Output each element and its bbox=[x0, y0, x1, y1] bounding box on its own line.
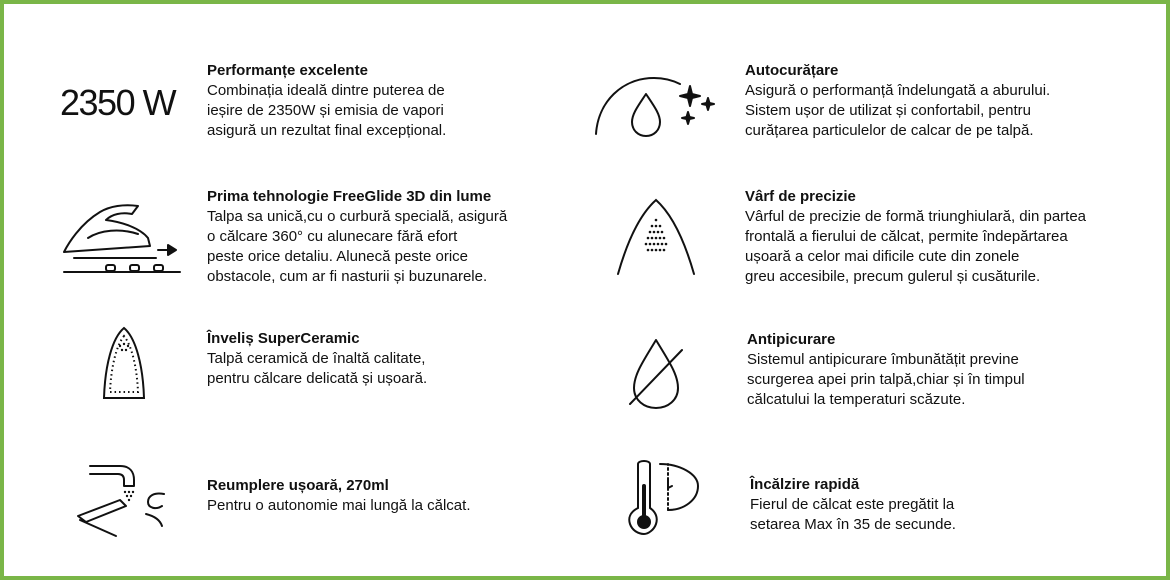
wattage-text: 2350 W bbox=[60, 82, 176, 123]
soleplate-icon bbox=[100, 324, 148, 411]
feature-title: Reumplere ușoară, 270ml bbox=[207, 477, 389, 494]
feature-selfclean bbox=[745, 61, 1050, 141]
water-tap-icon bbox=[76, 460, 172, 545]
feature-description: Asigură o performanță îndelungată a aburului. Sistem ușor de utilizat și confortabil, pentru curățarea particulelor de calcar de pe talpă. bbox=[745, 82, 1051, 139]
anti-drip-icon bbox=[626, 334, 686, 419]
feature-refill bbox=[207, 476, 471, 516]
feature-description: Fierul de călcat este pregătit la setarea Max în 35 de secunde. bbox=[750, 496, 956, 533]
feature-title: Performanțe excelente bbox=[207, 62, 368, 79]
feature-title: Antipicurare bbox=[747, 331, 836, 348]
feature-title: Încălzire rapidă bbox=[750, 476, 860, 493]
feature-title: Prima tehnologie FreeGlide 3D din lume bbox=[207, 188, 492, 205]
feature-title: Vârf de precizie bbox=[745, 188, 856, 205]
iron-glide-icon bbox=[60, 202, 188, 283]
feature-superceramic bbox=[207, 329, 427, 389]
feature-description: Sistemul antipicurare îmbunătățit previne scurgerea apei prin talpă,chiar și în timpul călcatului la temperaturi scăzute. bbox=[747, 351, 1025, 408]
feature-fastheat bbox=[750, 475, 956, 535]
thermometer-clock-icon bbox=[626, 456, 708, 543]
feature-title: Înveliș SuperCeramic bbox=[207, 330, 360, 347]
feature-title: Autocurățare bbox=[745, 62, 839, 79]
feature-description: Vârful de precizie de formă triunghiulară, din partea frontală a fierului de călcat, permite îndepărtarea ușoară a celor mai dificile cute din zonele greu accesibile, precum gulerul și cusăturile. bbox=[745, 208, 1087, 285]
feature-precisiontip bbox=[745, 187, 1086, 287]
feature-description: Pentru o autonomie mai lungă la călcat. bbox=[207, 497, 471, 514]
feature-freeglide bbox=[207, 187, 507, 287]
feature-antidrip bbox=[747, 330, 1025, 410]
feature-description: Combinația ideală dintre puterea de ieșire de 2350W și emisia de vapori asigură un rezultat final excepțional. bbox=[207, 82, 447, 139]
feature-description: Talpa sa unică,cu o curbură specială, asigură o călcare 360° cu alunecare fără efort peste orice detaliu. Alunecă peste orice obstacole, cum ar fi nasturii și buzunarele. bbox=[207, 208, 508, 285]
precision-tip-icon bbox=[614, 196, 698, 283]
feature-description: Talpă ceramică de înaltă calitate, pentru călcare delicată și ușoară. bbox=[207, 350, 428, 387]
feature-performance bbox=[207, 61, 446, 141]
self-clean-drop-icon bbox=[592, 68, 720, 145]
